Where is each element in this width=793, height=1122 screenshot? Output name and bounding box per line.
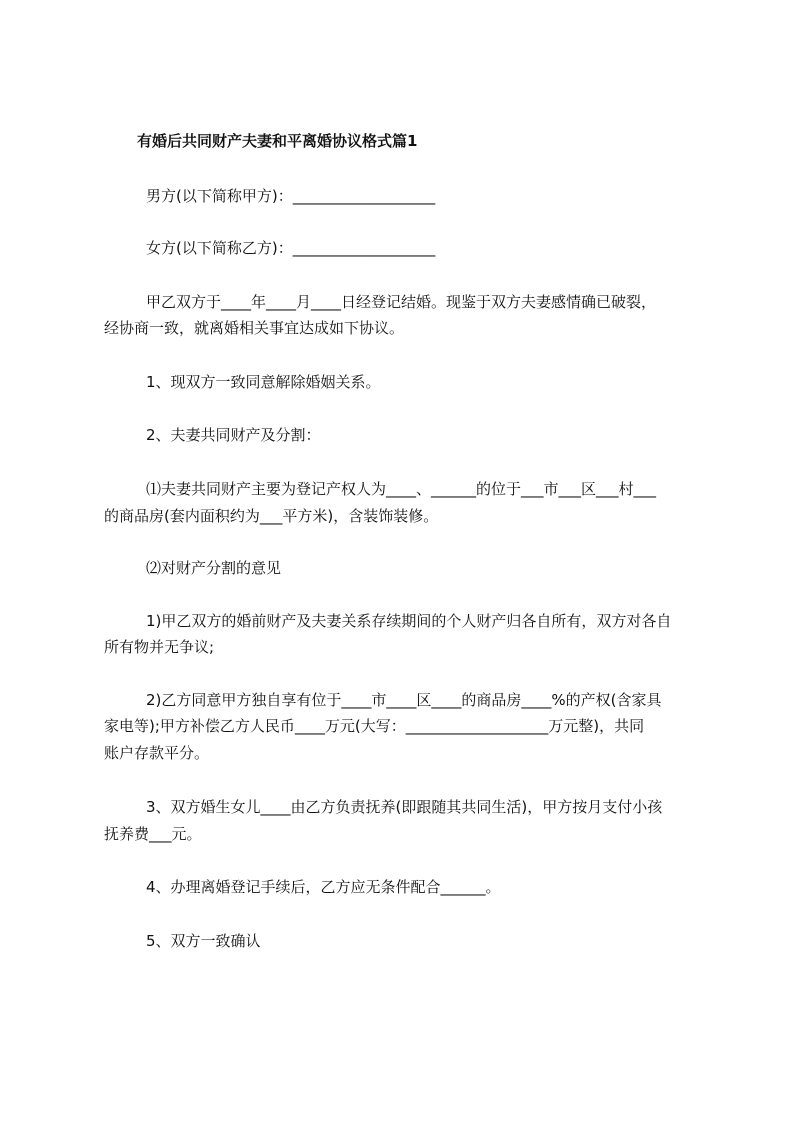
- clause-2: 2、夫妻共同财产及分割：: [146, 426, 321, 444]
- clause-4: 4、办理离婚登记手续后，乙方应无条件配合______。: [146, 878, 501, 896]
- document-title: 有婚后共同财产夫妻和平离婚协议格式篇1: [137, 132, 418, 150]
- intro-paragraph-line-2: 经协商一致，就离婚相关事宜达成如下协议。: [104, 319, 405, 337]
- clause-2-2-2-line-2: 家电等);甲方补偿乙方人民币____万元(大写：___________________万元整)，共同: [104, 717, 645, 735]
- clause-2-2-2-line-1: 2)乙方同意甲方独自享有位于____市____区____的商品房____%的产权(含家具: [146, 691, 662, 709]
- clause-2-2: ⑵对财产分割的意见: [146, 559, 282, 577]
- wife-field: 女方(以下简称乙方)：___________________: [146, 239, 436, 257]
- clause-5: 5、双方一致确认: [146, 932, 261, 950]
- clause-2-2-1-line-1: 1)甲乙双方的婚前财产及夫妻关系存续期间的个人财产归各自所有，双方对各自: [146, 612, 672, 630]
- clause-2-1-line-1: ⑴夫妻共同财产主要为登记产权人为____、______的位于___市___区___村___: [146, 480, 657, 498]
- intro-paragraph-line-1: 甲乙双方于____年____月____日经登记结婚。现鉴于双方夫妻感情确已破裂，: [146, 293, 657, 311]
- clause-3-line-1: 3、双方婚生女儿____由乙方负责抚养(即跟随其共同生活)，甲方按月支付小孩: [146, 798, 663, 816]
- clause-2-1-line-2: 的商品房(套内面积约为___平方米)，含装饰装修。: [104, 507, 439, 525]
- clause-2-2-1-line-2: 所有物并无争议;: [104, 638, 215, 656]
- clause-2-2-2-line-3: 账户存款平分。: [104, 744, 210, 762]
- clause-1: 1、现双方一致同意解除婚姻关系。: [146, 373, 381, 391]
- husband-field: 男方(以下简称甲方)：___________________: [146, 187, 436, 205]
- clause-3-line-2: 抚养费___元。: [104, 825, 202, 843]
